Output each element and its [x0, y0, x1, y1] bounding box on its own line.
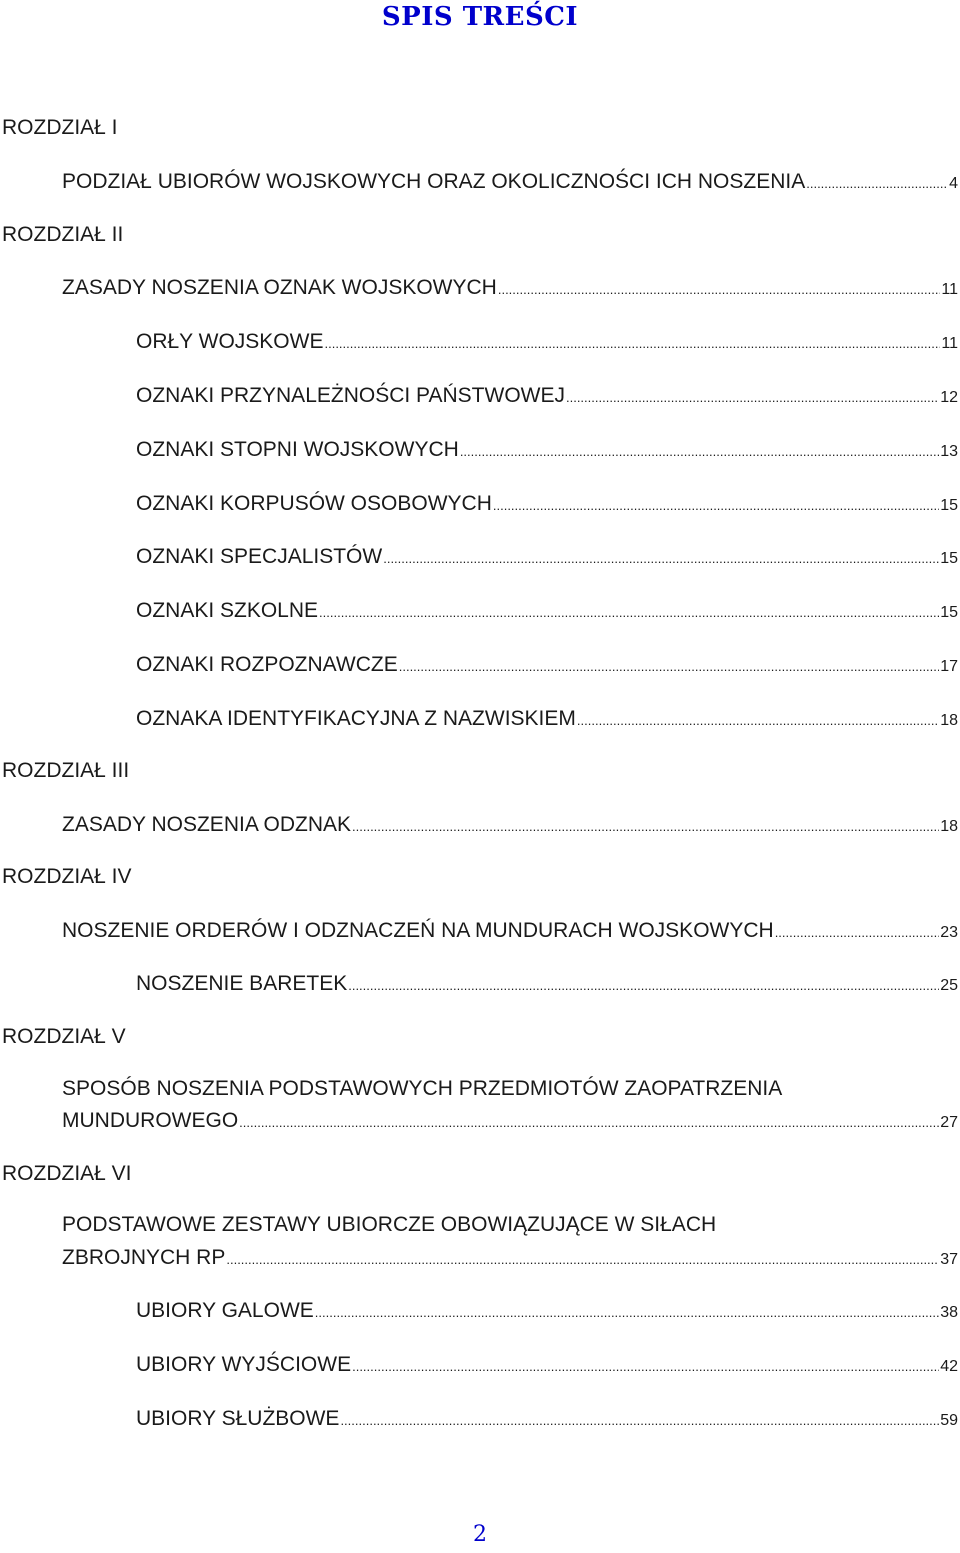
- toc-subentry[interactable]: [136, 1353, 958, 1377]
- toc-entry-page: 12: [940, 389, 958, 406]
- toc-entry[interactable]: [62, 919, 958, 943]
- toc-subentry[interactable]: [136, 330, 958, 354]
- toc-subentry[interactable]: [136, 1407, 958, 1431]
- page-number: 2: [473, 1522, 487, 1547]
- toc-entry-page: 18: [940, 712, 958, 729]
- toc-entry-title: OZNAKA IDENTYFIKACYJNA Z NAZWISKIEM: [136, 707, 576, 730]
- dot-leader: [315, 1305, 939, 1320]
- chapter-heading-1: ROZDZIAŁ I: [2, 116, 118, 139]
- chapter-heading-4: ROZDZIAŁ IV: [2, 865, 132, 888]
- toc-subentry[interactable]: [136, 653, 958, 677]
- dot-leader: [352, 1359, 939, 1374]
- dot-leader: [226, 1252, 939, 1267]
- dot-leader: [493, 498, 939, 513]
- toc-entry-title-line1[interactable]: SPOSÓB NOSZENIA PODSTAWOWYCH PRZEDMIOTÓW ZAOPATRZENIA: [62, 1077, 783, 1100]
- toc-entry-page: 18: [940, 818, 958, 835]
- toc-entry[interactable]: [62, 813, 958, 837]
- dot-leader: [399, 659, 939, 674]
- toc-entry-title: PODZIAŁ UBIORÓW WOJSKOWYCH ORAZ OKOLICZNOŚCI ICH NOSZENIA: [62, 170, 806, 193]
- toc-entry-title-line1[interactable]: PODSTAWOWE ZESTAWY UBIORCZE OBOWIĄZUJĄCE W SIŁACH: [62, 1213, 717, 1236]
- toc-entry-page: 27: [940, 1114, 958, 1131]
- chapter-heading-6: ROZDZIAŁ VI: [2, 1162, 132, 1185]
- toc-entry-page: 17: [940, 658, 958, 675]
- toc-subentry[interactable]: [136, 545, 958, 569]
- toc-entry-title-line2: MUNDUROWEGO: [62, 1109, 239, 1132]
- toc-entry-page: 15: [940, 497, 958, 514]
- chapter-heading-3: ROZDZIAŁ III: [2, 759, 130, 782]
- dot-leader: [319, 605, 939, 620]
- toc-entry-title: ORŁY WOJSKOWE: [136, 330, 324, 353]
- dot-leader: [352, 819, 939, 834]
- dot-leader: [383, 551, 939, 566]
- toc-entry-page: 25: [940, 977, 958, 994]
- toc-entry-page: 15: [940, 550, 958, 567]
- toc-entry-title: ZASADY NOSZENIA OZNAK WOJSKOWYCH: [62, 276, 497, 299]
- dot-leader: [775, 925, 940, 940]
- toc-entry-title: OZNAKI PRZYNALEŻNOŚCI PAŃSTWOWEJ: [136, 384, 565, 407]
- toc-entry[interactable]: [62, 276, 958, 300]
- toc-subentry[interactable]: [136, 384, 958, 408]
- toc-entry-title: UBIORY GALOWE: [136, 1299, 314, 1322]
- toc-entry-title: OZNAKI SZKOLNE: [136, 599, 319, 622]
- chapter-heading-2: ROZDZIAŁ II: [2, 223, 124, 246]
- toc-entry-page: 13: [940, 443, 958, 460]
- dot-leader: [348, 978, 939, 993]
- toc-subentry[interactable]: [136, 1299, 958, 1323]
- toc-subentry[interactable]: [136, 972, 958, 996]
- toc-entry-page: 59: [940, 1412, 958, 1429]
- toc-entry-page: 37: [940, 1251, 958, 1268]
- toc-entry-page: 38: [940, 1304, 958, 1321]
- toc-entry-title: OZNAKI KORPUSÓW OSOBOWYCH: [136, 492, 492, 515]
- page-title: SPIS TREŚCI: [381, 2, 579, 32]
- dot-leader: [806, 176, 948, 191]
- dot-leader: [566, 390, 939, 405]
- toc-entry-title: OZNAKI STOPNI WOJSKOWYCH: [136, 438, 459, 461]
- dot-leader: [340, 1413, 939, 1428]
- dot-leader: [324, 336, 940, 351]
- toc-entry-title: OZNAKI SPECJALISTÓW: [136, 545, 383, 568]
- toc-entry-title: UBIORY WYJŚCIOWE: [136, 1353, 352, 1376]
- toc-subentry[interactable]: [136, 599, 958, 623]
- toc-entry-page: 15: [940, 604, 958, 621]
- toc-entry[interactable]: [62, 170, 958, 194]
- toc-entry-title: ZASADY NOSZENIA ODZNAK: [62, 813, 352, 836]
- dot-leader: [239, 1115, 939, 1130]
- toc-entry-title-line2: ZBROJNYCH RP: [62, 1246, 226, 1269]
- toc-entry[interactable]: [62, 1109, 958, 1133]
- toc-entry-page: 23: [940, 924, 958, 941]
- toc-entry-title: UBIORY SŁUŻBOWE: [136, 1407, 340, 1430]
- toc-entry-page: 42: [940, 1358, 958, 1375]
- toc-entry-page: 11: [941, 281, 958, 298]
- dot-leader: [577, 713, 939, 728]
- chapter-heading-5: ROZDZIAŁ V: [2, 1025, 126, 1048]
- toc-entry-page: 11: [941, 335, 958, 352]
- toc-entry[interactable]: [62, 1246, 958, 1270]
- toc-entry-title: NOSZENIE BARETEK: [136, 972, 348, 995]
- toc-subentry[interactable]: [136, 707, 958, 731]
- toc-subentry[interactable]: [136, 492, 958, 516]
- dot-leader: [498, 282, 941, 297]
- toc-entry-title: OZNAKI ROZPOZNAWCZE: [136, 653, 398, 676]
- toc-entry-page: 4: [949, 175, 958, 192]
- toc-subentry[interactable]: [136, 438, 958, 462]
- dot-leader: [460, 444, 939, 459]
- toc-entry-title: NOSZENIE ORDERÓW I ODZNACZEŃ NA MUNDURACH WOJSKOWYCH: [62, 919, 774, 942]
